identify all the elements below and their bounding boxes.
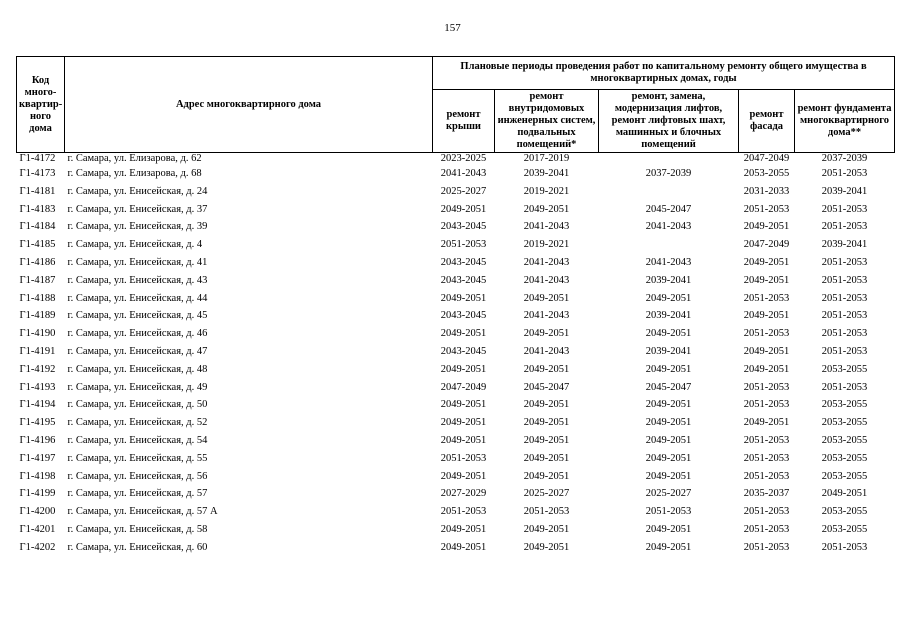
- cell-systems: 2049-2051: [523, 363, 570, 375]
- cell-foundation: 2051-2053: [821, 292, 868, 304]
- cell-elevators: 2041-2043: [645, 221, 692, 233]
- table-row: [17, 325, 895, 343]
- cell-foundation: 2053-2055: [821, 417, 868, 429]
- cell-facade: 2047-2049: [743, 239, 790, 251]
- cell-systems: 2041-2043: [523, 310, 570, 322]
- cell-code: Г1-4192: [19, 363, 56, 375]
- header-periods-group: Плановые периоды проведения работ по капитальному ремонту общего имущества в многоквартирных домах, годы: [433, 57, 895, 90]
- cell-foundation: 2039-2041: [821, 239, 868, 251]
- cell-systems: 2049-2051: [523, 452, 570, 464]
- cell-roof: 2051-2053: [440, 506, 487, 518]
- cell-elevators: [599, 153, 739, 166]
- cell-address: г. Самара, ул. Енисейская, д. 49: [67, 381, 208, 393]
- cell-address: г. Самара, ул. Енисейская, д. 50: [67, 399, 208, 411]
- cell-address: г. Самара, ул. Енисейская, д. 56: [67, 470, 208, 482]
- cell-systems: 2041-2043: [523, 274, 570, 286]
- table-row: [17, 307, 895, 325]
- cell-address: г. Самара, ул. Енисейская, д. 37: [67, 203, 208, 215]
- table-row: [17, 539, 895, 557]
- table-row: [17, 236, 895, 254]
- cell-address: г. Самара, ул. Енисейская, д. 46: [67, 328, 208, 340]
- cell-facade: 2049-2051: [743, 221, 790, 233]
- cell-facade: 2049-2051: [743, 310, 790, 322]
- cell-code: Г1-4183: [19, 203, 56, 215]
- table-row: [17, 290, 895, 308]
- cell-address: г. Самара, ул. Енисейская, д. 57: [67, 488, 208, 500]
- cell-systems: 2019-2021: [523, 239, 570, 251]
- cell-systems: 2049-2051: [523, 203, 570, 215]
- cell-elevators: 2049-2051: [645, 523, 692, 535]
- cell-facade: 2051-2053: [743, 381, 790, 393]
- cell-systems: 2041-2043: [523, 256, 570, 268]
- cell-elevators: 2041-2043: [645, 256, 692, 268]
- cell-facade: 2049-2051: [743, 363, 790, 375]
- table-row: [17, 414, 895, 432]
- header-facade: ремонт фасада: [739, 90, 795, 153]
- cell-systems: 2049-2051: [523, 417, 570, 429]
- cell-facade: 2035-2037: [743, 488, 790, 500]
- cell-address: г. Самара, ул. Енисейская, д. 47: [67, 345, 208, 357]
- cell-roof: 2043-2045: [440, 256, 487, 268]
- cell-elevators: [599, 236, 739, 254]
- cell-code: Г1-4187: [19, 274, 56, 286]
- cell-roof: 2043-2045: [440, 345, 487, 357]
- table-row: [17, 272, 895, 290]
- cell-foundation: 2051-2053: [821, 274, 868, 286]
- cell-address: г. Самара, ул. Енисейская, д. 57 А: [67, 506, 218, 518]
- cell-systems: 2049-2051: [523, 541, 570, 553]
- cell-facade: 2051-2053: [743, 523, 790, 535]
- cell-address: г. Самара, ул. Енисейская, д. 43: [67, 274, 208, 286]
- cell-elevators: 2049-2051: [645, 452, 692, 464]
- cell-elevators: 2045-2047: [645, 203, 692, 215]
- cell-address: г. Самара, ул. Елизарова, д. 68: [67, 168, 202, 179]
- cell-elevators: [599, 183, 739, 201]
- cell-roof: 2049-2051: [440, 470, 487, 482]
- cell-elevators: 2049-2051: [645, 292, 692, 304]
- cell-code: Г1-4191: [19, 345, 56, 357]
- cell-elevators: 2051-2053: [645, 506, 692, 518]
- cell-code: Г1-4184: [19, 221, 56, 233]
- cell-code: Г1-4195: [19, 417, 56, 429]
- cell-systems: 2049-2051: [523, 470, 570, 482]
- table-row: [17, 201, 895, 219]
- cell-elevators: 2049-2051: [645, 363, 692, 375]
- cell-elevators: 2049-2051: [645, 470, 692, 482]
- cell-systems: 2041-2043: [523, 345, 570, 357]
- cell-code: Г1-4188: [19, 292, 56, 304]
- cell-code: Г1-4202: [19, 541, 56, 553]
- cell-roof: 2051-2053: [440, 452, 487, 464]
- table-row: [17, 343, 895, 361]
- cell-facade: 2051-2053: [743, 470, 790, 482]
- cell-address: г. Самара, ул. Енисейская, д. 52: [67, 417, 208, 429]
- cell-facade: 2049-2051: [743, 345, 790, 357]
- cell-code: Г1-4197: [19, 452, 56, 464]
- cell-elevators: 2049-2051: [645, 541, 692, 553]
- table-row: [17, 521, 895, 539]
- cell-address: г. Самара, ул. Енисейская, д. 58: [67, 523, 208, 535]
- cell-roof: 2043-2045: [440, 221, 487, 233]
- cell-foundation: 2037-2039: [821, 153, 868, 164]
- cell-foundation: 2053-2055: [821, 523, 868, 535]
- cell-foundation: 2053-2055: [821, 434, 868, 446]
- cell-foundation: 2053-2055: [821, 363, 868, 375]
- cell-foundation: 2039-2041: [821, 185, 868, 197]
- table-row: [17, 503, 895, 521]
- cell-code: Г1-4193: [19, 381, 56, 393]
- table-body: [17, 153, 895, 557]
- cell-foundation: 2051-2053: [821, 168, 868, 179]
- cell-facade: 2051-2053: [743, 452, 790, 464]
- cell-systems: 2017-2019: [523, 153, 570, 164]
- cell-facade: 2047-2049: [743, 153, 790, 164]
- cell-systems: 2025-2027: [523, 488, 570, 500]
- cell-elevators: 2049-2051: [645, 328, 692, 340]
- cell-foundation: 2053-2055: [821, 399, 868, 411]
- cell-elevators: 2049-2051: [645, 399, 692, 411]
- cell-roof: 2023-2025: [440, 153, 487, 164]
- cell-roof: 2049-2051: [440, 541, 487, 553]
- cell-code: Г1-4181: [19, 185, 56, 197]
- cell-foundation: 2053-2055: [821, 452, 868, 464]
- cell-address: г. Самара, ул. Енисейская, д. 4: [67, 239, 203, 251]
- cell-roof: 2049-2051: [440, 292, 487, 304]
- cell-facade: 2049-2051: [743, 417, 790, 429]
- cell-roof: 2049-2051: [440, 434, 487, 446]
- table-row: [17, 153, 895, 166]
- cell-foundation: 2051-2053: [821, 221, 868, 233]
- table-row: [17, 450, 895, 468]
- cell-foundation: 2051-2053: [821, 541, 868, 553]
- cell-roof: 2027-2029: [440, 488, 487, 500]
- cell-facade: 2051-2053: [743, 541, 790, 553]
- table-row: [17, 379, 895, 397]
- cell-roof: 2025-2027: [440, 185, 487, 197]
- cell-elevators: 2037-2039: [645, 168, 692, 179]
- cell-facade: 2053-2055: [743, 168, 790, 179]
- cell-facade: 2051-2053: [743, 506, 790, 518]
- header-address: Адрес многоквартирного дома: [65, 57, 433, 153]
- page-number: 157: [444, 22, 461, 34]
- cell-facade: 2051-2053: [743, 328, 790, 340]
- cell-systems: 2019-2021: [523, 185, 570, 197]
- cell-systems: 2051-2053: [523, 506, 570, 518]
- cell-code: Г1-4199: [19, 488, 56, 500]
- header-systems: ремонт внутридомовых инженерных систем, подвальных помещений*: [495, 90, 599, 153]
- cell-elevators: 2045-2047: [645, 381, 692, 393]
- cell-foundation: 2051-2053: [821, 328, 868, 340]
- cell-systems: 2045-2047: [523, 381, 570, 393]
- table-row: [17, 396, 895, 414]
- cell-address: г. Самара, ул. Енисейская, д. 55: [67, 452, 208, 464]
- table-row: [17, 432, 895, 450]
- cell-elevators: 2049-2051: [645, 417, 692, 429]
- cell-systems: 2041-2043: [523, 221, 570, 233]
- cell-systems: 2049-2051: [523, 399, 570, 411]
- table-row: [17, 165, 895, 183]
- cell-roof: 2049-2051: [440, 399, 487, 411]
- cell-roof: 2043-2045: [440, 274, 487, 286]
- table-row: [17, 218, 895, 236]
- cell-elevators: 2039-2041: [645, 274, 692, 286]
- cell-foundation: 2051-2053: [821, 381, 868, 393]
- cell-facade: 2051-2053: [743, 399, 790, 411]
- cell-systems: 2049-2051: [523, 328, 570, 340]
- table-row: [17, 183, 895, 201]
- cell-facade: 2051-2053: [743, 434, 790, 446]
- header-roof: ремонт крыши: [433, 90, 495, 153]
- cell-foundation: 2051-2053: [821, 310, 868, 322]
- cell-roof: 2049-2051: [440, 363, 487, 375]
- cell-facade: 2049-2051: [743, 256, 790, 268]
- cell-roof: 2049-2051: [440, 203, 487, 215]
- cell-foundation: 2051-2053: [821, 203, 868, 215]
- table-row: [17, 361, 895, 379]
- cell-code: Г1-4185: [19, 239, 56, 251]
- cell-systems: 2039-2041: [523, 168, 570, 179]
- cell-address: г. Самара, ул. Енисейская, д. 45: [67, 310, 208, 322]
- cell-address: г. Самара, ул. Енисейская, д. 41: [67, 256, 208, 268]
- cell-address: г. Самара, ул. Енисейская, д. 39: [67, 221, 208, 233]
- cell-code: Г1-4196: [19, 434, 56, 446]
- cell-code: Г1-4194: [19, 399, 56, 411]
- table-row: [17, 254, 895, 272]
- cell-foundation: 2053-2055: [821, 470, 868, 482]
- cell-address: г. Самара, ул. Енисейская, д. 44: [67, 292, 208, 304]
- cell-facade: 2051-2053: [743, 292, 790, 304]
- cell-foundation: 2049-2051: [821, 488, 868, 500]
- cell-address: г. Самара, ул. Енисейская, д. 48: [67, 363, 208, 375]
- cell-facade: 2031-2033: [743, 185, 790, 197]
- cell-code: Г1-4172: [19, 153, 56, 164]
- cell-facade: 2049-2051: [743, 274, 790, 286]
- cell-roof: 2041-2043: [440, 168, 487, 179]
- header-code: Код много-квартир-ного дома: [17, 57, 65, 153]
- cell-foundation: 2051-2053: [821, 345, 868, 357]
- cell-code: Г1-4173: [19, 168, 56, 179]
- repair-schedule-table: [16, 56, 895, 557]
- cell-code: Г1-4189: [19, 310, 56, 322]
- cell-code: Г1-4190: [19, 328, 56, 340]
- cell-address: г. Самара, ул. Енисейская, д. 60: [67, 541, 208, 553]
- cell-roof: 2043-2045: [440, 310, 487, 322]
- cell-elevators: 2049-2051: [645, 434, 692, 446]
- cell-systems: 2049-2051: [523, 292, 570, 304]
- cell-code: Г1-4200: [19, 506, 56, 518]
- cell-address: г. Самара, ул. Елизарова, д. 62: [67, 153, 202, 164]
- cell-systems: 2049-2051: [523, 523, 570, 535]
- cell-roof: 2047-2049: [440, 381, 487, 393]
- cell-roof: 2049-2051: [440, 328, 487, 340]
- cell-elevators: 2039-2041: [645, 345, 692, 357]
- table-header: [17, 57, 895, 153]
- header-foundation: ремонт фундамента многоквартирного дома**: [795, 90, 895, 153]
- cell-roof: 2049-2051: [440, 417, 487, 429]
- cell-code: Г1-4201: [19, 523, 56, 535]
- cell-foundation: 2053-2055: [821, 506, 868, 518]
- cell-roof: 2051-2053: [440, 239, 487, 251]
- cell-foundation: 2051-2053: [821, 256, 868, 268]
- cell-elevators: 2039-2041: [645, 310, 692, 322]
- cell-systems: 2049-2051: [523, 434, 570, 446]
- cell-elevators: 2025-2027: [645, 488, 692, 500]
- header-elevators: ремонт, замена, модернизация лифтов, ремонт лифтовых шахт, машинных и блочных помещений: [599, 90, 739, 153]
- table-row: [17, 468, 895, 486]
- cell-code: Г1-4186: [19, 256, 56, 268]
- cell-address: г. Самара, ул. Енисейская, д. 54: [67, 434, 208, 446]
- cell-roof: 2049-2051: [440, 523, 487, 535]
- cell-address: г. Самара, ул. Енисейская, д. 24: [67, 185, 208, 197]
- table-row: [17, 485, 895, 503]
- cell-code: Г1-4198: [19, 470, 56, 482]
- cell-facade: 2051-2053: [743, 203, 790, 215]
